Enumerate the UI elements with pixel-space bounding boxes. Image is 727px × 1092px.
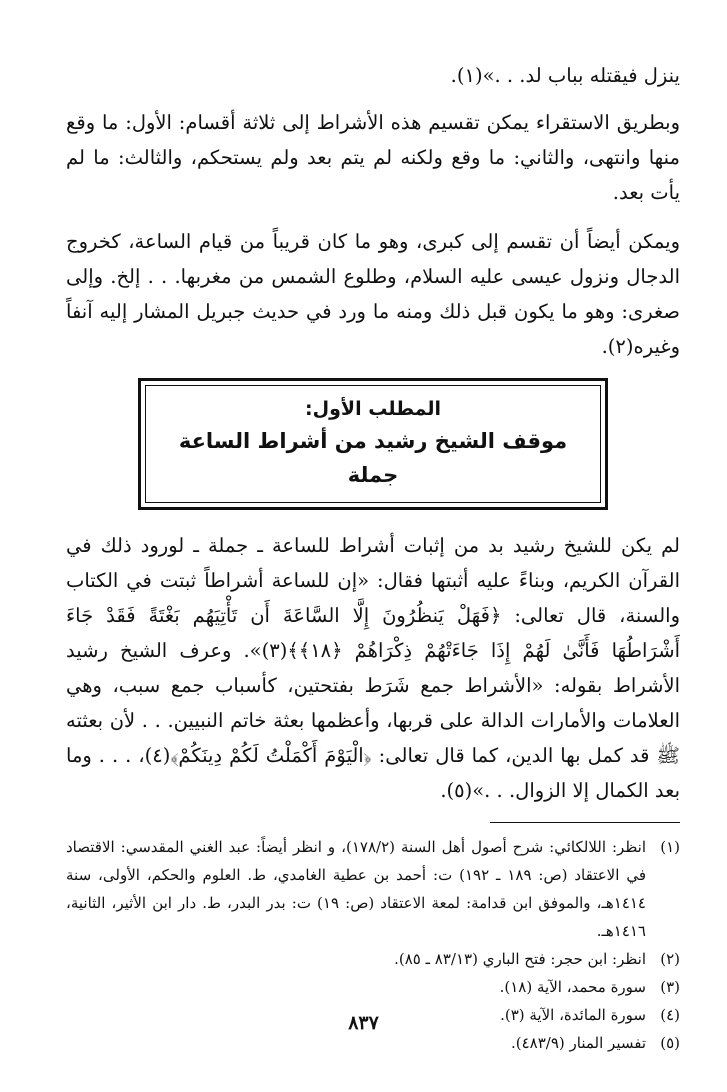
paragraph: ويمكن أيضاً أن تقسم إلى كبرى، وهو ما كان قريباً من قيام الساعة، كخروج الدجال ونزول عيسى عليه السلام، وطلوع الشمس من مغربها. . . إلخ. وإلى صغرى: وهو ما يكون قبل ذلك ومنه ما ورد في حديث جبريل المشار إليه آنفاً وغيره(٢). — [66, 230, 680, 358]
footnote-text: سورة محمد، الآية (١٨). — [499, 978, 646, 996]
footnote-number: (٣) — [660, 978, 680, 996]
footnote-number: (٢) — [660, 950, 680, 968]
paragraph: وبطريق الاستقراء يمكن تقسيم هذه الأشراط إلى ثلاثة أقسام: الأول: ما وقع منها وانتهى، والثاني: ما وقع ولكنه لم يتم بعد ولم يستحكم، والثالث: ما لم يأت بعد. — [66, 111, 680, 204]
section-heading-label: المطلب الأول: — [305, 398, 441, 420]
footnote-number: (٥) — [660, 1034, 680, 1052]
footnote-text: انظر: اللالكائي: شرح أصول أهل السنة (١٧٨/٢)، و انظر أيضاً: عبد الغني المقدسي: الاقتصاد في الاعتقاد (ص: ١٨٩ ـ ١٩٢) ت: أحمد بن عطية الغامدي، ط. العلوم والحكم، الأولى، سنة ١٤١٤هـ، والموفق ابن قدامة: لمعة الاعتقاد (ص: ١٩) ت: بدر البدر، ط. دار ابن الأثير، الثانية، ١٤١٦هـ. — [66, 838, 646, 940]
body-text — [66, 58, 680, 364]
section-heading-title: موقف الشيخ رشيد من أشراط الساعة جملة — [178, 429, 568, 487]
footnote-text: انظر: ابن حجر: فتح الباري (٨٣/١٣ ـ ٨٥). — [394, 950, 646, 968]
section-heading-inner — [145, 385, 601, 503]
book-page — [66, 58, 680, 1057]
footnote-text: تفسير المنار (٤٨٣/٩). — [511, 1034, 646, 1052]
footnote-number: (٤) — [660, 1006, 680, 1024]
paragraph: لم يكن للشيخ رشيد بد من إثبات أشراط للساعة ـ جملة ـ لورود ذلك في القرآن الكريم، وبناءً عليه أثبتها فقال: «إن للساعة أشراطاً ثبتت في الكتاب والسنة، قال تعالى: ﴿فَهَلْ يَنظُرُونَ إِلَّا السَّاعَةَ أَن تَأْتِيَهُم بَغْتَةً فَقَدْ جَاءَ أَشْرَاطُهَا فَأَنَّىٰ لَهُمْ إِذَا جَاءَتْهُمْ ذِكْرَاهُمْ ﴿١٨﴾﴾(٣)». وعرف الشيخ رشيد الأشراط بقوله: «الأشراط جمع شَرَط بفتحتين، كأسباب جمع سبب، وهي العلامات والأمارات الدالة على قربها، وأعظمها بعثة خاتم النبيين. . . لأن بعثته ﷺ قد كمل بها الدين، كما قال تعالى: ﴿الْيَوْمَ أَكْمَلْتُ لَكُمْ دِينَكُمْ﴾(٤)، . . . وما بعد الكمال إلا الزوال. . .»(٥). — [66, 534, 680, 802]
footnote-number: (١) — [660, 838, 680, 856]
footnote — [66, 833, 680, 945]
footnote — [66, 945, 680, 973]
paragraph: ينزل فيقتله بباب لد. . .»(١). — [450, 64, 680, 87]
page-number: ٨٣٧ — [348, 1012, 379, 1034]
body-text-section — [66, 528, 680, 808]
footnote-text: سورة المائدة، الآية (٣). — [500, 1006, 646, 1024]
section-heading-box — [138, 378, 608, 510]
footnote-separator — [490, 822, 680, 823]
footnote — [66, 973, 680, 1001]
